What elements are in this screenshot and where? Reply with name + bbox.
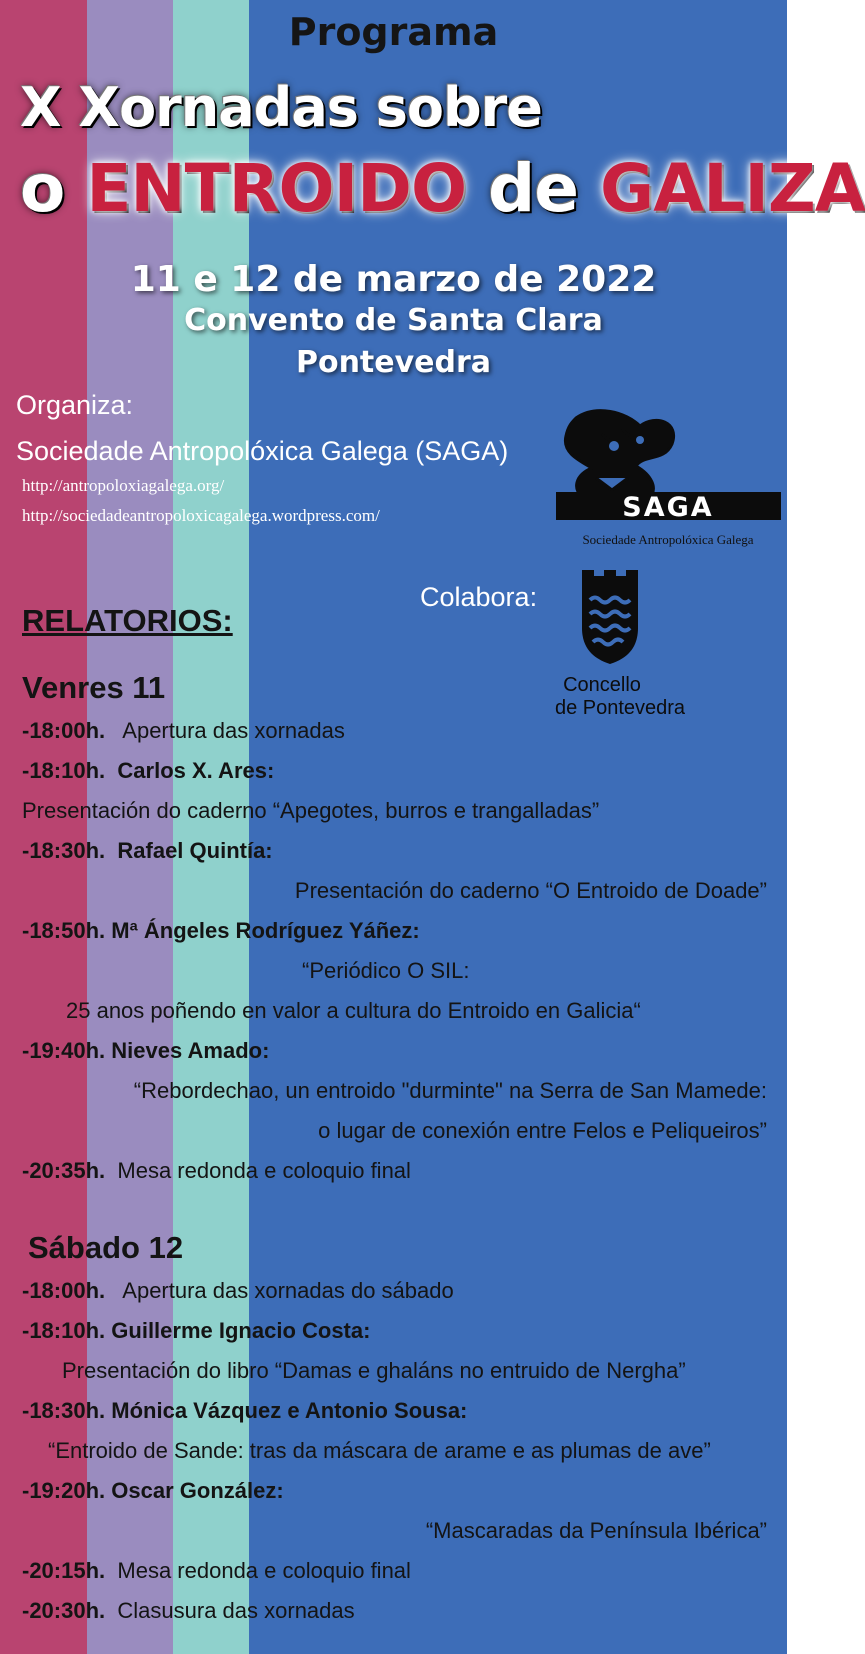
event-dates: 11 e 12 de marzo de 2022 [130,259,657,300]
day1-line: “Rebordechao, un entroido "durminte" na Serra de San Mamede: [133,1078,767,1103]
title-line-1: X Xornadas sobre [20,76,542,139]
colabora-label: Colabora: [420,582,538,612]
title-o: o [20,150,87,227]
organizer-url-1[interactable]: http://antropoloxiagalega.org/ [22,476,225,495]
concello-name-2: de Pontevedra [554,697,686,719]
coat-of-arms-icon [582,570,638,664]
day1-line: -18:50h. Mª Ángeles Rodríguez Yáñez: [22,918,420,943]
day2-line: -18:30h. Mónica Vázquez e Antonio Sousa: [22,1398,468,1423]
concello-logo [554,566,720,726]
day1-line: -20:35h. Mesa redonda e coloquio final [22,1158,411,1183]
day1-line: -18:30h. Rafael Quintía: [22,838,273,863]
day1-line: -19:40h. Nieves Amado: [22,1038,270,1063]
event-venue: Convento de Santa Clara [184,303,603,338]
organizer-url-2[interactable]: http://sociedadeantropoloxicagalega.wordpress.com/ [22,506,380,525]
day2-line: -20:15h. Mesa redonda e coloquio final [22,1558,411,1583]
day2-title: Sábado 12 [28,1230,184,1265]
relatorios-heading: RELATORIOS: [22,603,233,638]
title-line-2 [20,150,865,227]
saga-figure-icon [565,411,673,500]
day1-line: 25 anos poñendo en valor a cultura do Entroido en Galicia“ [66,998,641,1023]
day1-title: Venres 11 [22,670,166,705]
title-entroido: ENTROIDO [86,150,467,227]
day1-line: -18:10h. Carlos X. Ares: [22,758,275,783]
day1-line: Presentación do caderno “Apegotes, burros e trangalladas” [22,798,600,823]
day2-line: -18:00h. Apertura das xornadas do sábado [22,1278,454,1303]
day2-line: “Entroido de Sande: tras da máscara de arame e as plumas de ave” [48,1438,711,1463]
saga-logo [556,408,781,556]
programa-heading: Programa [288,10,499,54]
organiza-label: Organiza: [16,390,134,420]
day2-line: -18:10h. Guillerme Ignacio Costa: [22,1318,371,1343]
saga-logo-text: SAGA [622,492,714,523]
title-galiza: GALIZA [600,150,865,227]
event-city: Pontevedra [295,345,492,380]
day1-line: -18:00h. Apertura das xornadas [22,718,345,743]
day1-line: Presentación do caderno “O Entroido de Doade” [294,878,767,903]
day2-line: Presentación do libro “Damas e ghaláns no entruido de Nergha” [62,1358,686,1383]
organizer-name: Sociedade Antropolóxica Galega (SAGA) [16,436,509,466]
day1-line: “Periódico O SIL: [302,958,470,983]
day2-line: “Mascaradas da Península Ibérica” [425,1518,767,1543]
title-de: de [466,150,601,227]
saga-logo-caption: Sociedade Antropolóxica Galega [582,532,754,547]
day2-line: -20:30h. Clasusura das xornadas [22,1598,355,1623]
concello-name-1: Concello [563,674,641,696]
day2-line: -19:20h. Oscar González: [22,1478,284,1503]
day1-line: o lugar de conexión entre Felos e Peliqueiros” [318,1118,767,1143]
